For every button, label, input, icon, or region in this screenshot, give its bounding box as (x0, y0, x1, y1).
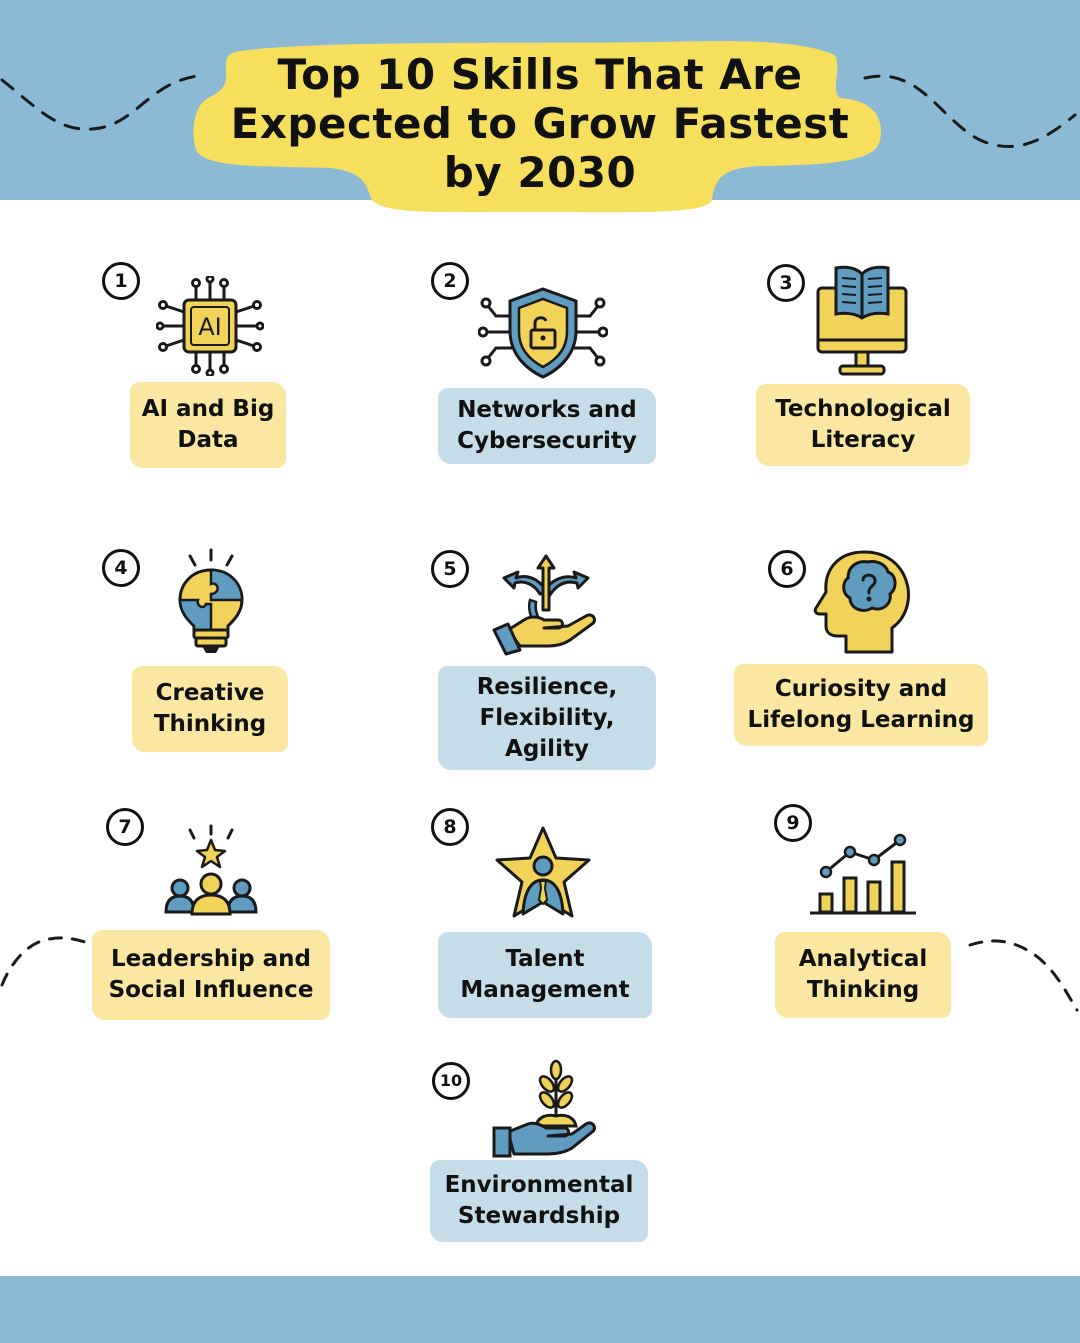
team-star-icon (162, 824, 260, 916)
head-question-icon (812, 548, 912, 656)
skill-label-9 (775, 932, 951, 1018)
title-block (0, 0, 1080, 230)
skill-number-1: 1 (102, 262, 140, 300)
skill-number-3: 3 (767, 264, 805, 302)
skill-number-10: 10 (432, 1062, 470, 1100)
skill-label-5 (438, 666, 656, 770)
dashed-squiggle-mid-left (0, 930, 90, 1000)
page-title (180, 50, 900, 197)
skill-label-3-line-1: Technological (775, 396, 951, 422)
skill-label-5-line-1: Resilience, (476, 673, 618, 700)
shield-lock-icon (478, 286, 608, 380)
skill-label-2-line-1: Networks and (457, 397, 637, 423)
skill-label-6-line-2: Lifelong Learning (747, 707, 975, 733)
skill-number-7: 7 (106, 808, 144, 846)
dashed-squiggle-mid-right (965, 935, 1080, 1015)
puzzle-lightbulb-icon (172, 548, 250, 656)
skill-label-4-line-1: Creative (155, 680, 265, 706)
skill-label-8 (438, 932, 652, 1018)
skill-label-9-line-2: Thinking (806, 977, 920, 1003)
skill-label-10 (430, 1160, 648, 1242)
skill-label-10-line-2: Stewardship (457, 1203, 621, 1229)
skill-number-4: 4 (102, 549, 140, 587)
bar-chart-icon (808, 830, 918, 918)
skill-number-9: 9 (774, 804, 812, 842)
skill-label-7 (92, 930, 330, 1020)
skill-label-10-line-1: Environmental (444, 1172, 634, 1198)
skill-label-5-line-2: Flexibility, (479, 704, 615, 731)
skill-label-8-line-1: Talent (505, 946, 585, 972)
skill-label-4 (132, 666, 288, 752)
skill-number-5: 5 (431, 550, 469, 588)
skill-label-1 (130, 382, 286, 468)
skill-label-2 (438, 388, 656, 464)
title-line-2: Expected to Grow Fastest (230, 99, 850, 148)
skill-label-6-line-1: Curiosity and (774, 676, 948, 702)
svg-text:AI: AI (198, 313, 222, 341)
ai-chip-icon (156, 276, 264, 376)
hand-arrows-icon (490, 550, 602, 656)
skill-label-1-line-1: AI and Big (141, 396, 275, 422)
book-monitor-icon (812, 262, 912, 378)
skill-label-3-line-2: Literacy (810, 427, 916, 453)
skill-label-7-line-1: Leadership and (111, 946, 311, 972)
skill-label-6 (734, 664, 988, 746)
skill-number-8: 8 (431, 808, 469, 846)
skill-label-2-line-2: Cybersecurity (457, 428, 637, 454)
skill-label-3 (756, 384, 970, 466)
star-person-icon (492, 824, 594, 922)
skill-label-8-line-2: Management (460, 977, 630, 1003)
skill-label-9-line-1: Analytical (798, 946, 928, 972)
title-line-1: Top 10 Skills That Are (277, 50, 803, 99)
skill-label-7-line-2: Social Influence (108, 977, 314, 1003)
title-line-3: by 2030 (443, 148, 637, 197)
hand-plant-icon (492, 1058, 596, 1158)
skill-label-5-line-3: Agility (505, 735, 589, 762)
skill-number-6: 6 (768, 550, 806, 588)
skill-number-2: 2 (431, 262, 469, 300)
skill-label-4-line-2: Thinking (153, 711, 267, 737)
skill-label-1-line-2: Data (177, 427, 239, 453)
bottom-band (0, 1276, 1080, 1343)
